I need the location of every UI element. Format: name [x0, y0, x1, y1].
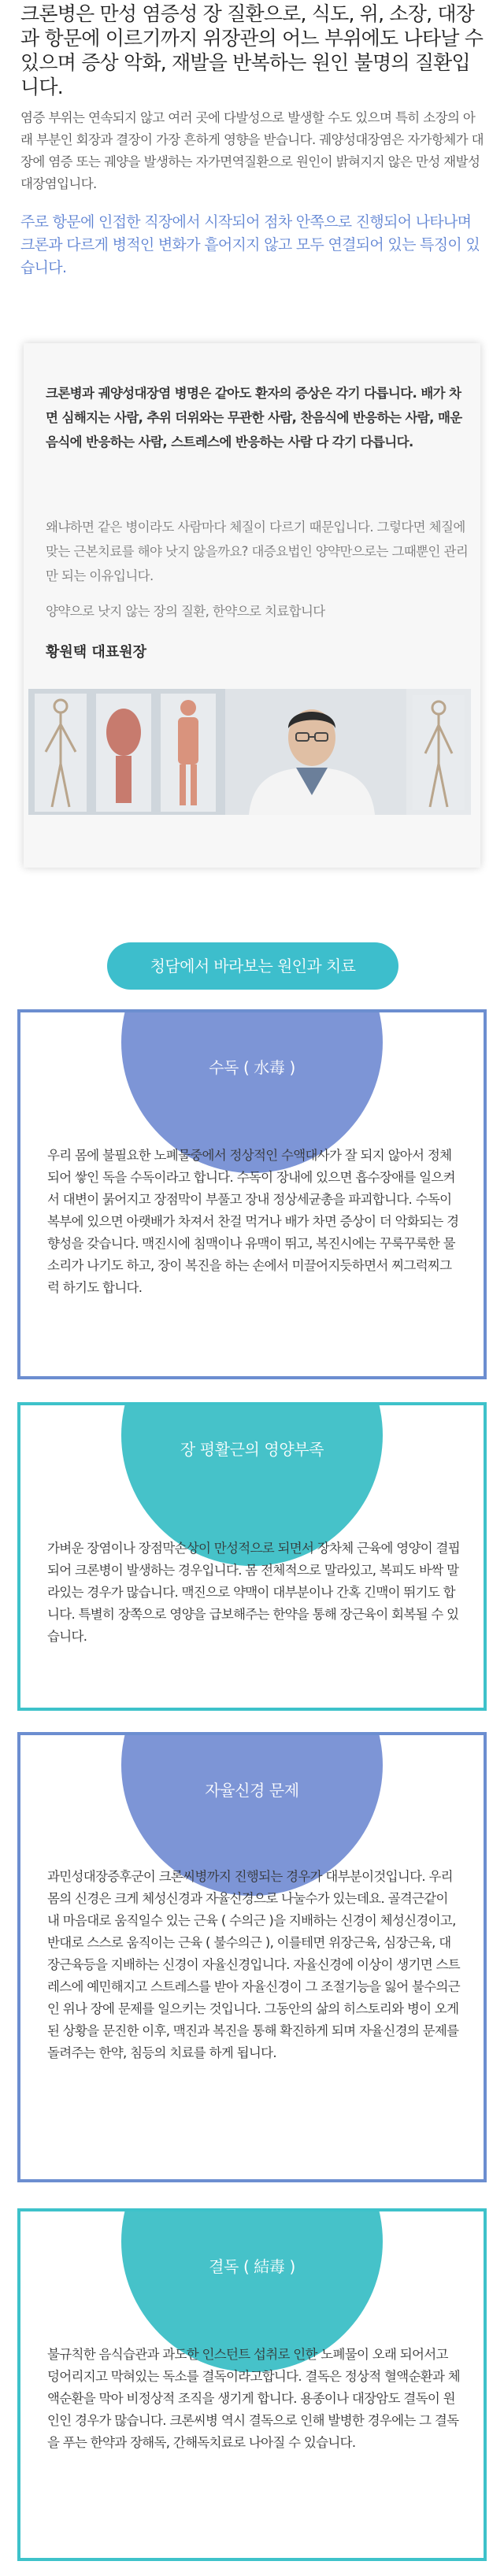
director-quote-card	[24, 343, 480, 868]
card-body-text: 왜냐하면 같은 병이라도 사람마다 체질이 다르기 때문입니다. 그렇다면 체질에 맞는 근본치료를 해야 낫지 않을까요? 대증요법인 양약만으로는 그때뿐인 관리만 되는 이유입니다.	[46, 520, 469, 583]
cause-title: 결독 ( 結毒 )	[209, 2257, 295, 2276]
intro-highlight: 주로 항문에 인접한 직장에서 시작되어 점차 안쪽으로 진행되어 나타나며 크론과 다르게 병적인 변화가 흩어지지 않고 모두 연결되어 있는 특징이 있습니다.	[20, 213, 480, 276]
intro-body: 염증 부위는 연속되지 않고 여러 곳에 다발성으로 발생할 수도 있으며 특히 소장의 아래 부분인 회장과 결장이 가장 흔하게 영향을 받습니다. 궤양성대장염은 자가항체가 대장에 염증 또는 궤양을 발생하는 자가면역질환으로 원인이 밝혀지지 않은 만성 재발성 대장염입니다.	[20, 110, 484, 191]
cause-title: 장 평활근의 영양부족	[180, 1440, 324, 1459]
cause-title: 자율신경 문제	[205, 1781, 299, 1800]
intro-title: 크론병은 만성 염증성 장 질환으로, 식도, 위, 소장, 대장과 항문에 이르기까지 위장관의 어느 부위에도 나타날 수 있으며 증상 악화, 재발을 반복하는 원인 불명의 질환입니다.	[20, 2, 484, 98]
cause-box-knot-toxin	[17, 2208, 487, 2561]
cause-box-muscle-nutrition	[17, 1402, 487, 1711]
director-photo	[28, 689, 471, 815]
cause-description: 가벼운 장염이나 장점막손상이 만성적으로 되면서 장차체 근육에 영양이 결핍되어 크론병이 발생하는 경우입니다. 몸 전체적으로 말라있고, 복피도 바싹 말라있는 경우가 많습니다. 맥진으로 약맥이 대부분이나 간혹 긴맥이 뛰기도 합니다. 특별히 장쪽으로 영양을 급보해주는 한약을 통해 장근육이 회복될 수 있습니다.	[47, 1541, 461, 1644]
cause-description: 불규칙한 음식습관과 과도한 인스턴트 섭취로 인한 노폐물이 오래 되어서고 덩어리지고 막혀있는 독소를 결독이라고합니다. 결독은 정상적 혈액순환과 체액순환을 막아 비정상적 조직을 생기게 합니다. 용종이나 대장암도 결독이 원인인 경우가 많습니다. 크론씨병 역시 결독으로 인해 발병한 경우에는 그 결독을 푸는 한약과 장해독, 간해독치료로 나아질 수 있습니다.	[47, 2347, 461, 2450]
card-lead-text: 크론병과 궤양성대장염 병명은 같아도 환자의 증상은 각기 다릅니다. 배가 차면 심해지는 사람, 추위 더위와는 무관한 사람, 찬음식에 반응하는 사람, 매운음식에 반응하는 사람, 스트레스에 반응하는 사람 다 각기 다릅니다.	[46, 386, 462, 450]
clinic-photo-illustration	[28, 689, 471, 815]
director-signature: 황원택 대표원장	[46, 644, 146, 661]
cause-title: 수독 ( 水毒 )	[209, 1058, 295, 1077]
cause-box-autonomic-nerve	[17, 1732, 487, 2182]
section-pill-causes-treatment: 청담에서 바라보는 원인과 치료	[107, 942, 398, 990]
cause-description: 우리 몸에 불필요한 노폐물중에서 정상적인 수액대사가 잘 되지 않아서 정체되어 쌓인 독을 수독이라고 합니다. 수독이 장내에 있으면 흡수장애를 일으켜서 대변이 묽어지고 장점막이 부풀고 장내 정상세균총을 파괴합니다. 수독이 복부에 있으면 아랫배가 차져서 찬걸 먹거나 배가 차면 증상이 더 악화되는 경향성을 갖습니다. 맥진시에 침맥이나 유맥이 뛰고, 복진시에는 꾸룩꾸룩한 물소리가 나기도 하고, 장이 복진을 하는 손에서 미끌어지듯하면서 찌그럭찌그럭 하기도 합니다.	[47, 1148, 459, 1295]
cause-description: 과민성대장증후군이 크론씨병까지 진행되는 경우가 대부분이것입니다. 우리 몸의 신경은 크게 체성신경과 자율신경으로 나눌수가 있는데요. 골격근같이 내 마음대로 움직일수 있는 근육 ( 수의근 )을 지배하는 신경이 체성신경이고, 반대로 스스로 움직이는 근육 ( 불수의근 ), 이를테면 위장근육, 심장근육, 대장근육등을 지배하는 신경이 자율신경입니다. 자율신경에 이상이 생기면 스트레스에 예민해지고 스트레스를 받아 자율신경이 그 조절기능을 잃어 불수의근인 위나 장에 문제를 일으키는 것입니다. 그동안의 삶의 히스토리와 병이 오게 된 상황을 문진한 이후, 맥진과 복진을 통해 확진하게 되며 자율신경의 문제를 돌려주는 한약, 침등의 치료를 하게 됩니다.	[47, 1869, 461, 2060]
cause-box-water-toxin	[17, 1009, 487, 1379]
intro-section	[0, 0, 504, 279]
card-tagline: 양약으로 낫지 않는 장의 질환, 한약으로 치료합니다	[46, 604, 325, 619]
